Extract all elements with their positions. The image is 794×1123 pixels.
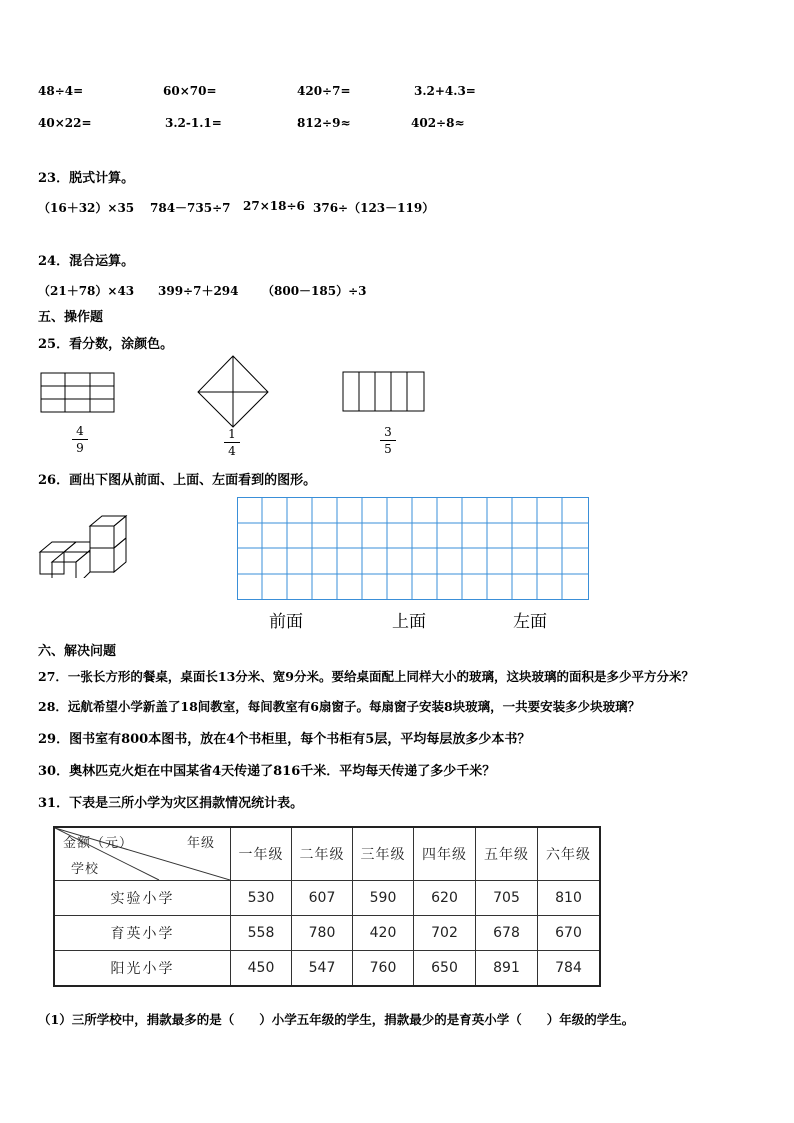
table-cell: 891 (476, 951, 538, 987)
grade-header: 一年级 (231, 827, 292, 881)
donation-table (53, 826, 601, 987)
question-31-title: 31．下表是三所小学为灾区捐款情况统计表。 (38, 796, 304, 811)
table-cell: 650 (414, 951, 476, 987)
table-cell: 760 (353, 951, 414, 987)
table-cell: 702 (414, 916, 476, 951)
table-cell: 607 (292, 881, 353, 916)
table-cell: 780 (292, 916, 353, 951)
question-31-part-1: （1）三所学校中，捐款最多的是（ ）小学五年级的学生，捐款最少的是育英小学（ ）年级的学生。 (38, 1012, 635, 1027)
view-label-front: 前面 (269, 612, 303, 632)
school-name: 实验小学 (54, 881, 231, 916)
table-cell: 547 (292, 951, 353, 987)
school-name: 育英小学 (54, 916, 231, 951)
corner-grade-label: 年级 (187, 836, 216, 851)
drawing-grid[interactable] (237, 497, 589, 601)
table-cell: 705 (476, 881, 538, 916)
table-cell: 620 (414, 881, 476, 916)
q23-item: 784－735÷7 (150, 201, 231, 215)
grade-header: 六年级 (538, 827, 601, 881)
table-cell: 678 (476, 916, 538, 951)
cube-stack-figure (38, 512, 130, 578)
question-27: 27．一张长方形的餐桌，桌面长13分米、宽9分米。要给桌面配上同样大小的玻璃，这块玻璃的面积是多少平方分米？ (38, 669, 694, 684)
fraction-4-9 (70, 424, 90, 455)
diamond-figure[interactable] (196, 355, 270, 429)
q24-item: 399÷7＋294 (158, 284, 239, 298)
calc-item: 3.2-1.1= (165, 116, 222, 130)
table-row (54, 916, 600, 951)
table-cell: 420 (353, 916, 414, 951)
table-cell: 530 (231, 881, 292, 916)
section-6-heading: 六、解决问题 (38, 644, 117, 659)
q24-item: （21＋78）×43 (38, 284, 135, 298)
q23-item: 376÷（123－119） (313, 201, 435, 215)
q24-item: （800－185）÷3 (262, 284, 367, 298)
calc-item: 420÷7= (297, 84, 351, 98)
table-cell: 590 (353, 881, 414, 916)
view-label-left: 左面 (513, 612, 547, 632)
view-label-top: 上面 (392, 612, 426, 632)
fraction-3-5 (378, 425, 398, 456)
table-cell: 670 (538, 916, 601, 951)
section-5-heading: 五、操作题 (38, 310, 104, 325)
question-30: 30．奥林匹克火炬在中国某省4天传递了816千米．平均每天传递了多少千米？ (38, 764, 496, 779)
table-row (54, 881, 600, 916)
calc-item: 812÷9≈ (297, 116, 351, 130)
q23-item: （16＋32）×35 (38, 201, 135, 215)
grade-header: 四年级 (414, 827, 476, 881)
fraction-numerator: 3 (384, 425, 392, 439)
grade-header: 三年级 (353, 827, 414, 881)
calc-item: 48÷4= (38, 84, 84, 98)
question-29: 29．图书室有800本图书，放在4个书柜里，每个书柜有5层，平均每层放多少本书？ (38, 732, 531, 747)
table-header-row (54, 827, 600, 881)
fraction-denominator: 5 (384, 442, 392, 456)
school-name: 阳光小学 (54, 951, 231, 987)
grade-header: 五年级 (476, 827, 538, 881)
table-cell: 450 (231, 951, 292, 987)
calc-item: 40×22= (38, 116, 92, 130)
grid-3x3-figure[interactable] (40, 372, 116, 414)
corner-amount-label: 金额（元） (63, 836, 134, 851)
fraction-numerator: 4 (76, 424, 84, 438)
table-cell: 784 (538, 951, 601, 987)
calc-item: 3.2+4.3= (414, 84, 476, 98)
grade-header: 二年级 (292, 827, 353, 881)
calc-item: 60×70= (163, 84, 217, 98)
corner-school-label: 学校 (71, 862, 100, 877)
question-23-title: 23．脱式计算。 (38, 171, 135, 186)
fraction-numerator: 1 (228, 427, 236, 441)
question-26-title: 26．画出下图从前面、上面、左面看到的图形。 (38, 473, 317, 488)
strip-5-figure[interactable] (342, 371, 426, 413)
question-24-title: 24．混合运算。 (38, 254, 135, 269)
calc-item: 402÷8≈ (411, 116, 465, 130)
question-28: 28．远航希望小学新盖了18间教室，每间教室有6扇窗子。每扇窗子安装8块玻璃，一共要安装多少块玻璃？ (38, 699, 641, 714)
table-cell: 558 (231, 916, 292, 951)
fraction-denominator: 9 (76, 441, 84, 455)
question-25-title: 25．看分数，涂颜色。 (38, 337, 174, 352)
table-row (54, 951, 600, 987)
fraction-denominator: 4 (228, 444, 236, 458)
table-corner-cell (54, 827, 231, 881)
fraction-1-4 (222, 427, 242, 458)
q23-item: 27×18÷6 (243, 199, 305, 213)
table-cell: 810 (538, 881, 601, 916)
